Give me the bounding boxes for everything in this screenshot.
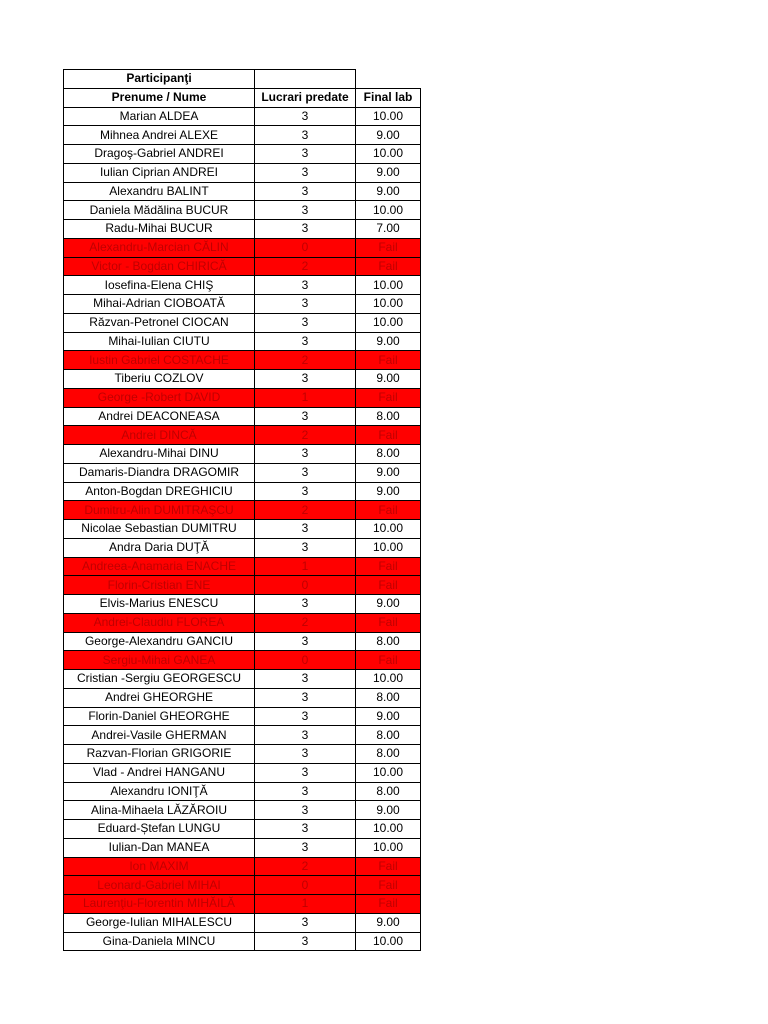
- works-cell[interactable]: 1: [255, 557, 356, 576]
- final-cell[interactable]: Fail: [356, 613, 421, 632]
- final-cell[interactable]: 7.00: [356, 220, 421, 239]
- table-row: [64, 670, 421, 689]
- final-cell[interactable]: 8.00: [356, 782, 421, 801]
- name-cell[interactable]: George-Alexandru GANCIU: [64, 632, 255, 651]
- table-row: [64, 557, 421, 576]
- works-cell[interactable]: 3: [255, 182, 356, 201]
- works-cell[interactable]: 3: [255, 520, 356, 539]
- table-row: [64, 651, 421, 670]
- works-cell[interactable]: 3: [255, 688, 356, 707]
- final-cell[interactable]: 9.00: [356, 163, 421, 182]
- works-cell[interactable]: 3: [255, 145, 356, 164]
- name-cell[interactable]: Radu-Mihai BUCUR: [64, 220, 255, 239]
- table-row: [64, 782, 421, 801]
- works-cell[interactable]: 3: [255, 538, 356, 557]
- final-cell[interactable]: 9.00: [356, 801, 421, 820]
- header-final-cell[interactable]: Final lab: [356, 88, 421, 107]
- name-cell[interactable]: Ion MAXIM: [64, 857, 255, 876]
- final-cell[interactable]: Fail: [356, 857, 421, 876]
- works-cell[interactable]: 3: [255, 295, 356, 314]
- table-row: [64, 745, 421, 764]
- works-cell[interactable]: 2: [255, 857, 356, 876]
- final-cell[interactable]: Fail: [356, 895, 421, 914]
- table-row: [64, 370, 421, 389]
- column-header-row: [64, 88, 421, 107]
- name-cell[interactable]: Andrei GHEORGHE: [64, 688, 255, 707]
- name-cell[interactable]: Florin-Daniel GHEORGHE: [64, 707, 255, 726]
- final-cell[interactable]: 10.00: [356, 145, 421, 164]
- name-cell[interactable]: Andrei DINCĂ: [64, 426, 255, 445]
- final-cell[interactable]: 10.00: [356, 932, 421, 951]
- works-cell[interactable]: 3: [255, 445, 356, 464]
- works-cell[interactable]: 0: [255, 576, 356, 595]
- table-row: [64, 463, 421, 482]
- table-row: [64, 895, 421, 914]
- name-cell[interactable]: Leonard-Gabriel MIHAI: [64, 876, 255, 895]
- works-cell[interactable]: 3: [255, 801, 356, 820]
- name-cell[interactable]: Mihai-Adrian CIOBOATĂ: [64, 295, 255, 314]
- group-header-row: [64, 70, 421, 89]
- final-cell[interactable]: 9.00: [356, 463, 421, 482]
- final-cell[interactable]: Fail: [356, 501, 421, 520]
- final-cell[interactable]: 9.00: [356, 332, 421, 351]
- works-cell[interactable]: 0: [255, 876, 356, 895]
- final-cell[interactable]: 10.00: [356, 820, 421, 839]
- table-row: [64, 182, 421, 201]
- final-cell[interactable]: 10.00: [356, 838, 421, 857]
- grades-table-body: [64, 70, 421, 951]
- works-cell[interactable]: 2: [255, 426, 356, 445]
- name-cell[interactable]: Laurenţiu-Florentin MIHĂILĂ: [64, 895, 255, 914]
- final-cell[interactable]: 10.00: [356, 201, 421, 220]
- name-cell[interactable]: Alina-Mihaela LĂZĂROIU: [64, 801, 255, 820]
- table-row: [64, 426, 421, 445]
- final-cell[interactable]: 9.00: [356, 370, 421, 389]
- name-cell[interactable]: Mihnea Andrei ALEXE: [64, 126, 255, 145]
- table-row: [64, 857, 421, 876]
- name-cell[interactable]: Alexandru BALINT: [64, 182, 255, 201]
- table-row: [64, 332, 421, 351]
- name-cell[interactable]: Damaris-Diandra DRAGOMIR: [64, 463, 255, 482]
- final-cell[interactable]: Fail: [356, 388, 421, 407]
- table-row: [64, 726, 421, 745]
- header-works-cell[interactable]: Lucrari predate: [255, 88, 356, 107]
- final-cell[interactable]: 10.00: [356, 520, 421, 539]
- table-row: [64, 595, 421, 614]
- final-cell[interactable]: 9.00: [356, 126, 421, 145]
- table-row: [64, 576, 421, 595]
- works-cell[interactable]: 3: [255, 726, 356, 745]
- works-cell[interactable]: 3: [255, 482, 356, 501]
- name-cell[interactable]: Iustin Gabriel COSTACHE: [64, 351, 255, 370]
- name-cell[interactable]: Nicolae Sebastian DUMITRU: [64, 520, 255, 539]
- table-row: [64, 538, 421, 557]
- name-cell[interactable]: Mihai-Iulian CIUTU: [64, 332, 255, 351]
- works-cell[interactable]: 3: [255, 163, 356, 182]
- works-cell[interactable]: 0: [255, 238, 356, 257]
- final-cell[interactable]: 9.00: [356, 707, 421, 726]
- final-cell[interactable]: 10.00: [356, 313, 421, 332]
- final-cell[interactable]: 10.00: [356, 276, 421, 295]
- final-cell[interactable]: 8.00: [356, 745, 421, 764]
- empty-header-cell[interactable]: [255, 70, 356, 89]
- final-cell[interactable]: 10.00: [356, 538, 421, 557]
- works-cell[interactable]: 3: [255, 313, 356, 332]
- name-cell[interactable]: Iulian-Dan MANEA: [64, 838, 255, 857]
- works-cell[interactable]: 3: [255, 276, 356, 295]
- works-cell[interactable]: 2: [255, 257, 356, 276]
- name-cell[interactable]: George -Robert DAVID: [64, 388, 255, 407]
- table-row: [64, 313, 421, 332]
- header-name-cell[interactable]: Prenume / Nume: [64, 88, 255, 107]
- works-cell[interactable]: 0: [255, 651, 356, 670]
- works-cell[interactable]: 3: [255, 782, 356, 801]
- table-row: [64, 145, 421, 164]
- final-cell[interactable]: 8.00: [356, 407, 421, 426]
- final-cell[interactable]: 10.00: [356, 763, 421, 782]
- name-cell[interactable]: Iulian Ciprian ANDREI: [64, 163, 255, 182]
- works-cell[interactable]: 3: [255, 932, 356, 951]
- name-cell[interactable]: Alexandru-Mihai DINU: [64, 445, 255, 464]
- name-cell[interactable]: Andrei DEACONEASA: [64, 407, 255, 426]
- name-cell[interactable]: Alexandru IONIŢĂ: [64, 782, 255, 801]
- works-cell[interactable]: 3: [255, 707, 356, 726]
- table-row: [64, 276, 421, 295]
- name-cell[interactable]: Anton-Bogdan DREGHICIU: [64, 482, 255, 501]
- name-cell[interactable]: Andra Daria DUŢĂ: [64, 538, 255, 557]
- table-row: [64, 445, 421, 464]
- works-cell[interactable]: 2: [255, 613, 356, 632]
- table-row: [64, 257, 421, 276]
- table-row: [64, 351, 421, 370]
- name-cell[interactable]: Elvis-Marius ENESCU: [64, 595, 255, 614]
- name-cell[interactable]: Andreea-Anamaria ENACHE: [64, 557, 255, 576]
- works-cell[interactable]: 3: [255, 201, 356, 220]
- table-row: [64, 801, 421, 820]
- table-row: [64, 501, 421, 520]
- works-cell[interactable]: 2: [255, 351, 356, 370]
- final-cell[interactable]: Fail: [356, 876, 421, 895]
- name-cell[interactable]: Andrei-Claudiu FLOREA: [64, 613, 255, 632]
- table-row: [64, 763, 421, 782]
- name-cell[interactable]: Florin-Cristian ENE: [64, 576, 255, 595]
- final-cell[interactable]: 8.00: [356, 726, 421, 745]
- table-row: [64, 688, 421, 707]
- works-cell[interactable]: 3: [255, 820, 356, 839]
- grades-table: [63, 69, 421, 951]
- name-cell[interactable]: Eduard-Ștefan LUNGU: [64, 820, 255, 839]
- final-cell[interactable]: 10.00: [356, 670, 421, 689]
- works-cell[interactable]: 3: [255, 913, 356, 932]
- table-row: [64, 107, 421, 126]
- table-row: [64, 220, 421, 239]
- name-cell[interactable]: Sergiu-Mihai GANEA: [64, 651, 255, 670]
- table-row: [64, 707, 421, 726]
- final-cell[interactable]: 9.00: [356, 482, 421, 501]
- final-cell[interactable]: 10.00: [356, 107, 421, 126]
- name-cell[interactable]: Dragoş-Gabriel ANDREI: [64, 145, 255, 164]
- final-cell[interactable]: 9.00: [356, 595, 421, 614]
- works-cell[interactable]: 3: [255, 220, 356, 239]
- final-cell[interactable]: Fail: [356, 651, 421, 670]
- name-cell[interactable]: Daniela Mădălina BUCUR: [64, 201, 255, 220]
- works-cell[interactable]: 3: [255, 332, 356, 351]
- name-cell[interactable]: Vlad - Andrei HANGANU: [64, 763, 255, 782]
- works-cell[interactable]: 3: [255, 107, 356, 126]
- table-row: [64, 632, 421, 651]
- table-row: [64, 201, 421, 220]
- name-cell[interactable]: Cristian -Sergiu GEORGESCU: [64, 670, 255, 689]
- works-cell[interactable]: 3: [255, 632, 356, 651]
- table-row: [64, 295, 421, 314]
- table-row: [64, 238, 421, 257]
- table-row: [64, 613, 421, 632]
- final-cell[interactable]: Fail: [356, 238, 421, 257]
- table-row: [64, 388, 421, 407]
- works-cell[interactable]: 2: [255, 501, 356, 520]
- name-cell[interactable]: George-Iulian MIHALESCU: [64, 913, 255, 932]
- works-cell[interactable]: 3: [255, 463, 356, 482]
- table-row: [64, 876, 421, 895]
- works-cell[interactable]: 3: [255, 407, 356, 426]
- final-cell[interactable]: Fail: [356, 557, 421, 576]
- works-cell[interactable]: 1: [255, 388, 356, 407]
- name-cell[interactable]: Iosefina-Elena CHIŞ: [64, 276, 255, 295]
- final-cell[interactable]: Fail: [356, 351, 421, 370]
- table-row: [64, 932, 421, 951]
- table-row: [64, 520, 421, 539]
- table-row: [64, 126, 421, 145]
- works-cell[interactable]: 3: [255, 838, 356, 857]
- final-cell[interactable]: 8.00: [356, 445, 421, 464]
- table-row: [64, 163, 421, 182]
- final-cell[interactable]: Fail: [356, 426, 421, 445]
- group-header-cell[interactable]: Participanţi: [64, 70, 255, 89]
- final-cell[interactable]: 9.00: [356, 913, 421, 932]
- final-cell[interactable]: 9.00: [356, 182, 421, 201]
- works-cell[interactable]: 3: [255, 595, 356, 614]
- final-cell[interactable]: 8.00: [356, 632, 421, 651]
- final-cell[interactable]: Fail: [356, 257, 421, 276]
- final-cell[interactable]: 8.00: [356, 688, 421, 707]
- blank-corner-cell: [356, 70, 421, 89]
- name-cell[interactable]: Tiberiu COZLOV: [64, 370, 255, 389]
- name-cell[interactable]: Razvan-Florian GRIGORIE: [64, 745, 255, 764]
- works-cell[interactable]: 3: [255, 126, 356, 145]
- table-row: [64, 913, 421, 932]
- name-cell[interactable]: Marian ALDEA: [64, 107, 255, 126]
- name-cell[interactable]: Andrei-Vasile GHERMAN: [64, 726, 255, 745]
- works-cell[interactable]: 3: [255, 763, 356, 782]
- final-cell[interactable]: Fail: [356, 576, 421, 595]
- name-cell[interactable]: Victor - Bogdan CHIRICĂ: [64, 257, 255, 276]
- works-cell[interactable]: 3: [255, 370, 356, 389]
- final-cell[interactable]: 10.00: [356, 295, 421, 314]
- table-row: [64, 482, 421, 501]
- works-cell[interactable]: 1: [255, 895, 356, 914]
- name-cell[interactable]: Alexandru-Marcian CĂLIN: [64, 238, 255, 257]
- name-cell[interactable]: Răzvan-Petronel CIOCAN: [64, 313, 255, 332]
- table-row: [64, 838, 421, 857]
- table-row: [64, 407, 421, 426]
- name-cell[interactable]: Dumitru-Alin DUMITRAŞCU: [64, 501, 255, 520]
- name-cell[interactable]: Gina-Daniela MINCU: [64, 932, 255, 951]
- works-cell[interactable]: 3: [255, 670, 356, 689]
- table-row: [64, 820, 421, 839]
- works-cell[interactable]: 3: [255, 745, 356, 764]
